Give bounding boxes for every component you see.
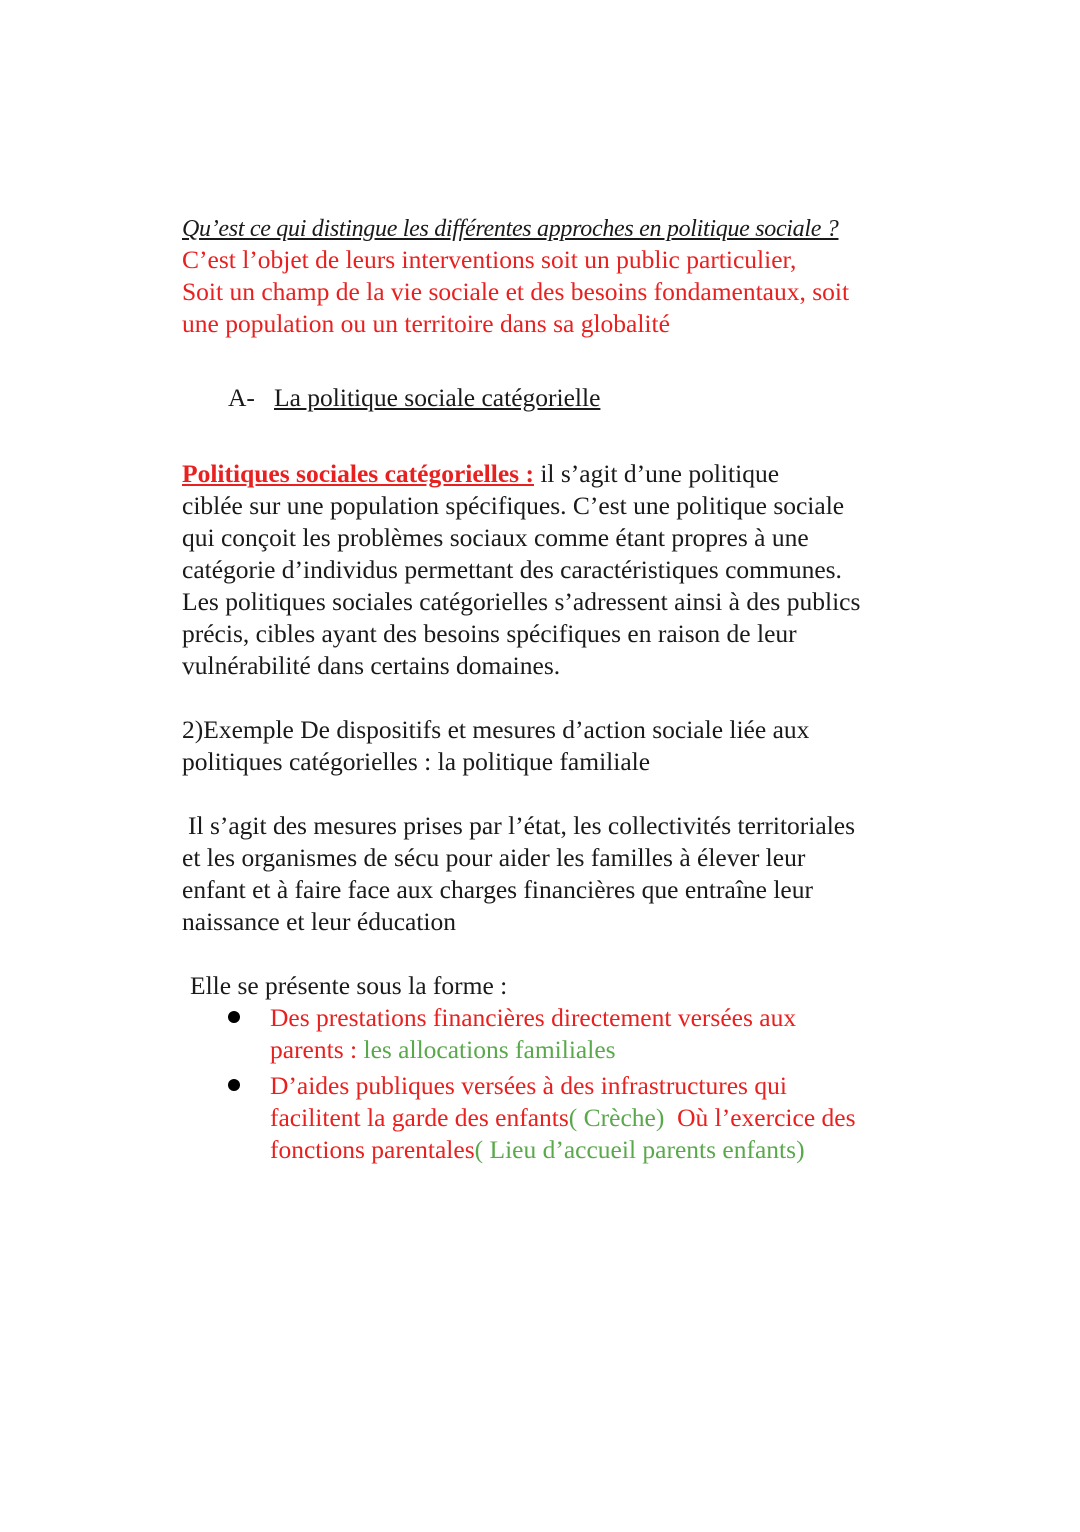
definition-line: qui conçoit les problèmes sociaux comme étant propres à une — [182, 523, 809, 552]
bullet-text-red: fonctions parentales — [270, 1135, 475, 1164]
bullet-line: Des prestations financières directement versées aux — [270, 1003, 797, 1032]
definition-line: vulnérabilité dans certains domaines. — [182, 651, 561, 680]
example-paragraph — [182, 714, 942, 778]
bullet-text-green: les allocations familiales — [363, 1035, 616, 1064]
intro-line: C’est l’objet de leurs interventions soit un public particulier, — [182, 245, 797, 274]
example-line: politiques catégorielles : la politique familiale — [182, 747, 651, 776]
section-title: La politique sociale catégorielle — [274, 383, 601, 412]
section-letter: A- — [228, 383, 255, 412]
bullet-text-red: facilitent la garde des enfants — [270, 1103, 569, 1132]
definition-label: Politiques sociales catégorielles : — [182, 459, 534, 488]
question-heading: Qu’est ce qui distingue les différentes approches en politique sociale ? — [182, 216, 839, 242]
intro-line: Soit un champ de la vie sociale et des besoins fondamentaux, soit — [182, 277, 850, 306]
intro-paragraph — [182, 244, 942, 340]
document-page — [182, 214, 942, 1166]
measures-line: enfant et à faire face aux charges financières que entraîne leur — [182, 875, 813, 904]
measures-line: naissance et leur éducation — [182, 907, 457, 936]
bullet-icon — [228, 1011, 240, 1023]
section-heading — [182, 382, 942, 414]
bullet-line — [270, 1034, 942, 1066]
definition-paragraph — [182, 458, 942, 682]
bullet-line — [270, 1134, 942, 1166]
definition-line: ciblée sur une population spécifiques. C’est une politique sociale — [182, 491, 845, 520]
definition-text: il s’agit d’une politique — [533, 459, 780, 488]
definition-line: catégorie d’individus permettant des caractéristiques communes. — [182, 555, 842, 584]
measures-line: et les organismes de sécu pour aider les familles à élever leur — [182, 843, 806, 872]
list-item — [224, 1002, 942, 1066]
bullet-text-green: ( Lieu d’accueil parents enfants) — [474, 1135, 805, 1164]
bullet-text-red: Où l’exercice des — [664, 1103, 856, 1132]
intro-line: une population ou un territoire dans sa globalité — [182, 309, 670, 338]
definition-line — [182, 458, 942, 490]
example-line: 2)Exemple De dispositifs et mesures d’action sociale liée aux — [182, 715, 810, 744]
bullet-icon — [228, 1079, 240, 1091]
bullet-text-green: ( Crèche) — [568, 1103, 665, 1132]
definition-line: précis, cibles ayant des besoins spécifiques en raison de leur — [182, 619, 797, 648]
forme-paragraph — [182, 970, 942, 1002]
measures-line: Il s’agit des mesures prises par l’état, les collectivités territoriales — [188, 811, 856, 840]
definition-line: Les politiques sociales catégorielles s’adressent ainsi à des publics — [182, 587, 861, 616]
measures-paragraph — [182, 810, 942, 938]
forme-list — [182, 1002, 942, 1166]
bullet-line: D’aides publiques versées à des infrastructures qui — [270, 1071, 787, 1100]
forme-intro: Elle se présente sous la forme : — [190, 971, 508, 1000]
bullet-text-red: parents : — [270, 1035, 364, 1064]
list-item — [224, 1070, 942, 1166]
bullet-line — [270, 1102, 942, 1134]
